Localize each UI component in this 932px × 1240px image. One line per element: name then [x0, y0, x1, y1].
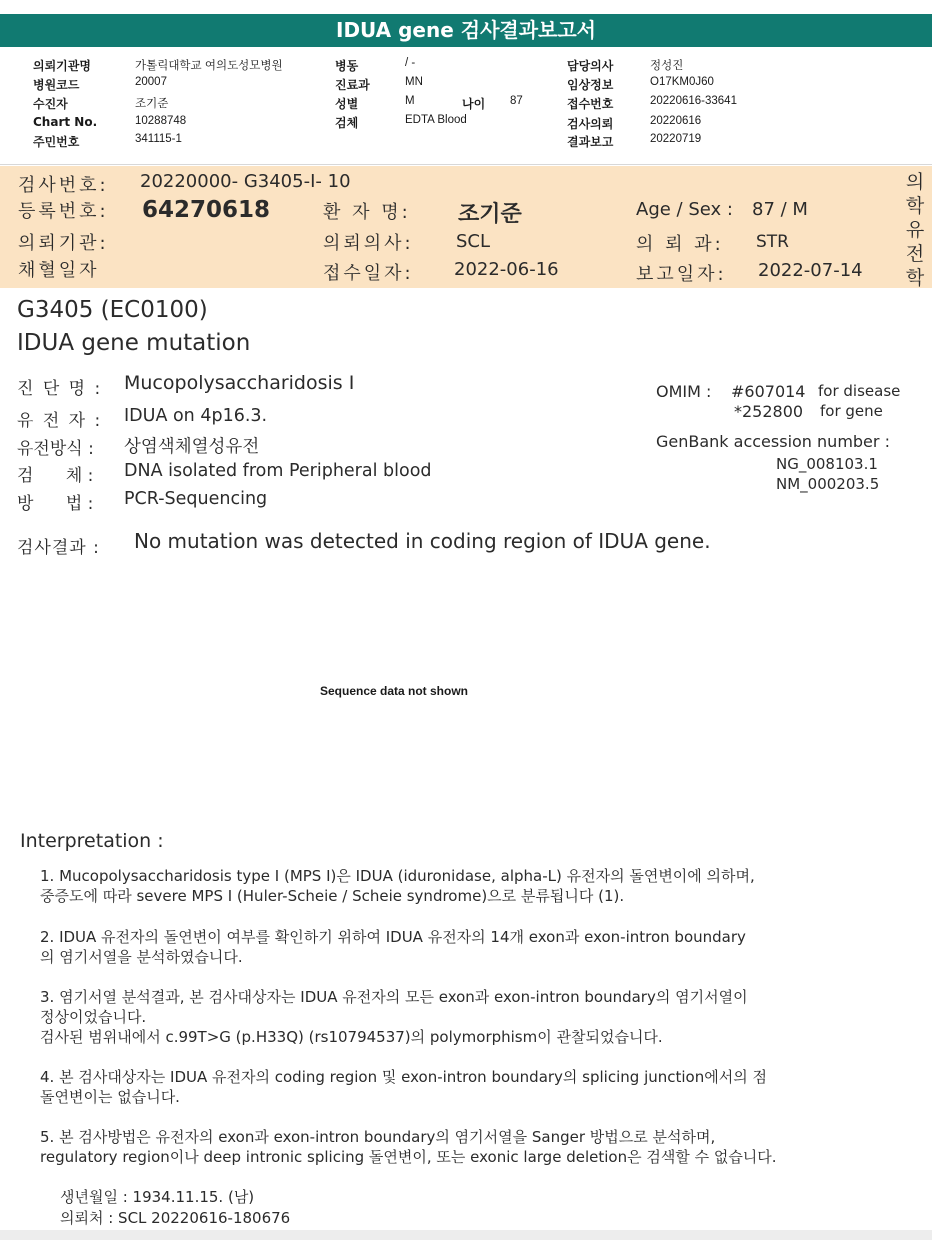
- label-report-date-band: 보고일자:: [636, 264, 727, 285]
- sequence-data-note: Sequence data not shown: [319, 684, 469, 698]
- value-receipt-date: 2022-06-16: [454, 259, 559, 280]
- value-resident-no: 341115-1: [135, 133, 182, 145]
- label-diagnosis: 진 단 명 :: [17, 379, 103, 399]
- label-result: 검사결과 :: [17, 538, 100, 558]
- label-receipt-no: 접수번호: [567, 97, 614, 111]
- label-patient-name: 환 자 명:: [323, 202, 411, 223]
- value-diagnosis: Mucopolysaccharidosis I: [124, 372, 355, 394]
- value-specimen: EDTA Blood: [405, 114, 467, 126]
- value-sex: M: [405, 95, 415, 107]
- value-registration-no: 64270618: [142, 197, 271, 223]
- side-char: 의: [905, 171, 925, 193]
- label-ward: 병동: [335, 59, 359, 73]
- value-specimen-type: DNA isolated from Peripheral blood: [124, 461, 432, 481]
- label-age: 나이: [462, 97, 486, 111]
- footer-referrer: 의뢰처 : SCL 20220616-180676: [60, 1209, 291, 1227]
- value-report-date: 20220719: [650, 133, 702, 145]
- value-patient: 조기준: [135, 98, 169, 110]
- label-gene: 유 전 자 :: [17, 411, 103, 431]
- label-test-no: 검사번호:: [18, 175, 109, 196]
- value-request-date: 20220616: [650, 115, 702, 127]
- value-ward: / -: [405, 57, 416, 69]
- value-report-date-band: 2022-07-14: [758, 260, 863, 281]
- value-attending: 정성진: [650, 60, 684, 72]
- label-institution: 의뢰기관명: [33, 59, 91, 73]
- label-method: 방 법 :: [17, 494, 94, 514]
- label-genbank: GenBank accession number :: [656, 432, 890, 451]
- label-requesting-doctor: 의뢰의사:: [323, 233, 414, 254]
- value-chart-no: 10288748: [135, 115, 187, 127]
- label-hospital-code: 병원코드: [33, 78, 80, 92]
- result-text: No mutation was detected in coding region of IDUA gene.: [134, 529, 711, 553]
- value-gene: IDUA on 4p16.3.: [124, 406, 268, 426]
- value-age: 87: [510, 95, 523, 107]
- label-clinical-info: 임상정보: [567, 78, 614, 92]
- footer-date-of-birth: 생년월일 : 1934.11.15. (남): [60, 1188, 255, 1206]
- label-collection-date: 채혈일자: [18, 260, 100, 281]
- side-label-medical-genetics: [904, 170, 926, 290]
- label-requesting-dept: 의 뢰 과:: [636, 234, 724, 255]
- value-test-no: 20220000- G3405-I- 10: [140, 171, 351, 192]
- interpretation-item-4: [40, 1067, 900, 1107]
- value-age-sex: 87 / M: [752, 199, 808, 220]
- interpretation-line: 중증도에 따라 severe MPS I (Huler-Scheie / Scheie syndrome)으로 분류됩니다 (1).: [40, 887, 625, 905]
- value-inheritance: 상염색체열성유전: [124, 437, 260, 457]
- interpretation-title: Interpretation :: [20, 830, 164, 852]
- value-omim-gene: *252800: [734, 402, 804, 421]
- label-specimen: 검체: [335, 116, 359, 130]
- label-age-sex: Age / Sex :: [636, 199, 733, 220]
- interpretation-line: 의 염기서열을 분석하였습니다.: [40, 948, 243, 966]
- label-receipt-date: 접수일자:: [323, 263, 414, 284]
- side-char: 전: [905, 243, 925, 265]
- interpretation-item-2: [40, 927, 900, 967]
- label-registration-no: 등록번호:: [18, 201, 109, 222]
- value-hospital-code: 20007: [135, 76, 167, 88]
- label-requesting-institution: 의뢰기관:: [18, 233, 109, 254]
- header-info: [0, 54, 932, 165]
- interpretation-line: 검사된 범위내에서 c.99T>G (p.H33Q) (rs10794537)의 polymorphism이 관찰되었습니다.: [40, 1028, 663, 1046]
- label-inheritance: 유전방식 :: [17, 439, 94, 459]
- value-receipt-no: 20220616-33641: [650, 95, 737, 107]
- test-name: IDUA gene mutation: [17, 330, 251, 356]
- value-clinical-info: O17KM0J60: [650, 76, 714, 88]
- value-department: MN: [405, 76, 423, 88]
- interpretation-item-1: [40, 866, 900, 906]
- value-patient-name: 조기준: [458, 202, 522, 227]
- note-omim-gene: for gene: [820, 402, 883, 420]
- interpretation-line: 3. 염기서열 분석결과, 본 검사대상자는 IDUA 유전자의 모든 exon과 exon-intron boundary의 염기서열이: [40, 988, 748, 1006]
- side-char: 학: [905, 195, 925, 217]
- interpretation-line: 1. Mucopolysaccharidosis type I (MPS I)은 IDUA (iduronidase, alpha-L) 유전자의 돌연변이에 의하며,: [40, 867, 755, 885]
- side-char: 학: [905, 267, 925, 289]
- interpretation-line: 돌연변이는 없습니다.: [40, 1088, 180, 1106]
- value-genbank-nm: NM_000203.5: [776, 475, 880, 493]
- test-code: G3405 (EC0100): [17, 297, 208, 323]
- interpretation-line: 4. 본 검사대상자는 IDUA 유전자의 coding region 및 exon-intron boundary의 splicing junction에서의 점: [40, 1068, 767, 1086]
- bottom-margin: [0, 1230, 932, 1240]
- value-genbank-ng: NG_008103.1: [776, 455, 878, 473]
- label-sex: 성별: [335, 97, 359, 111]
- value-requesting-dept: STR: [756, 232, 789, 252]
- value-method: PCR-Sequencing: [124, 489, 268, 509]
- label-omim: OMIM :: [656, 382, 712, 401]
- interpretation-line: 2. IDUA 유전자의 돌연변이 여부를 확인하기 위하여 IDUA 유전자의 14개 exon과 exon-intron boundary: [40, 928, 746, 946]
- side-char: 유: [905, 219, 925, 241]
- label-report-date: 결과보고: [567, 135, 614, 149]
- label-department: 진료과: [335, 78, 370, 92]
- note-omim-disease: for disease: [818, 382, 901, 400]
- label-specimen-type: 검 체 :: [17, 466, 94, 486]
- value-requesting-doctor: SCL: [456, 231, 491, 252]
- label-patient: 수진자: [33, 97, 68, 111]
- interpretation-line: 5. 본 검사방법은 유전자의 exon과 exon-intron boundary의 염기서열을 Sanger 방법으로 분석하며,: [40, 1128, 716, 1146]
- value-omim-disease: #607014: [731, 382, 806, 401]
- interpretation-line: 정상이었습니다.: [40, 1008, 147, 1026]
- interpretation-item-5: [40, 1127, 900, 1167]
- label-resident-no: 주민번호: [33, 135, 80, 149]
- interpretation-line: regulatory region이나 deep intronic splicing 돌연변이, 또는 exonic large deletion은 검색할 수 없습니다.: [40, 1148, 777, 1166]
- report-title: IDUA gene 검사결과보고서: [0, 14, 932, 47]
- interpretation-item-3: [40, 987, 900, 1047]
- label-attending: 담당의사: [567, 59, 614, 73]
- label-chart-no: Chart No.: [33, 115, 98, 129]
- label-request-date: 검사의뢰: [567, 117, 614, 131]
- patient-band: [0, 166, 932, 288]
- value-institution: 가톨릭대학교 여의도성모병원: [135, 60, 283, 72]
